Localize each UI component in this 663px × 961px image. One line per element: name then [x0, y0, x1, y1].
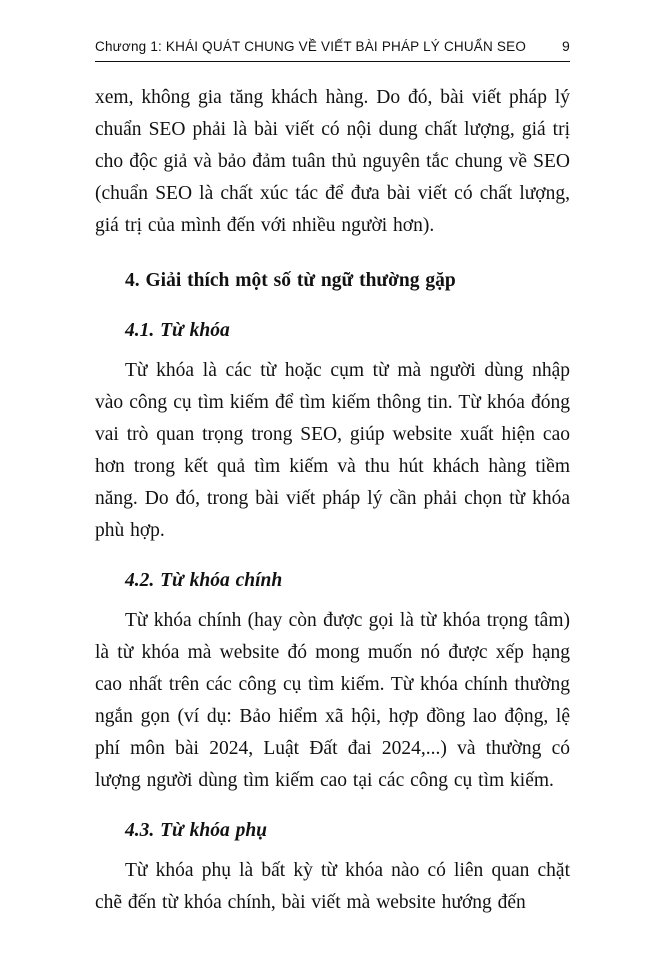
subsection-heading-4-3: 4.3. Từ khóa phụ: [125, 820, 268, 841]
page-body: [95, 82, 570, 919]
page-number: 9: [562, 38, 570, 54]
subsection-heading-4-1: 4.1. Từ khóa: [125, 320, 230, 341]
chapter-title: Chương 1: KHÁI QUÁT CHUNG VỀ VIẾT BÀI PHÁP LÝ CHUẨN SEO: [95, 39, 527, 54]
paragraph-4-3: Từ khóa phụ là bất kỳ từ khóa nào có liên quan chặt chẽ đến từ khóa chính, bài viết mà website hướng đến: [95, 860, 570, 913]
running-header: [95, 38, 570, 62]
intro-paragraph: xem, không gia tăng khách hàng. Do đó, bài viết pháp lý chuẩn SEO phải là bài viết có nội dung chất lượng, giá trị cho độc giả và bảo đảm tuân thủ nguyên tắc chung về SEO (chuẩn SEO là chất xúc tác để đưa bài viết có chất lượng, giá trị của mình đến với nhiều người hơn).: [95, 87, 570, 236]
section-heading-4: 4. Giải thích một số từ ngữ thường gặp: [125, 270, 456, 291]
paragraph-4-2: Từ khóa chính (hay còn được gọi là từ khóa trọng tâm) là từ khóa mà website đó mong muốn nó được xếp hạng cao nhất trên các công cụ tìm kiếm. Từ khóa chính thường ngắn gọn (ví dụ: Bảo hiểm xã hội, hợp đồng lao động, lệ phí môn bài 2024, Luật Đất đai 2024,...) và thường có lượng người dùng tìm kiếm cao tại các công cụ tìm kiếm.: [95, 610, 570, 791]
paragraph-4-1: Từ khóa là các từ hoặc cụm từ mà người dùng nhập vào công cụ tìm kiếm để tìm kiếm thông tin. Từ khóa đóng vai trò quan trọng trong SEO, giúp website xuất hiện cao hơn trong kết quả tìm kiếm và thu hút khách hàng tiềm năng. Do đó, trong bài viết pháp lý cần phải chọn từ khóa phù hợp.: [95, 360, 570, 541]
subsection-heading-4-2: 4.2. Từ khóa chính: [125, 570, 283, 591]
